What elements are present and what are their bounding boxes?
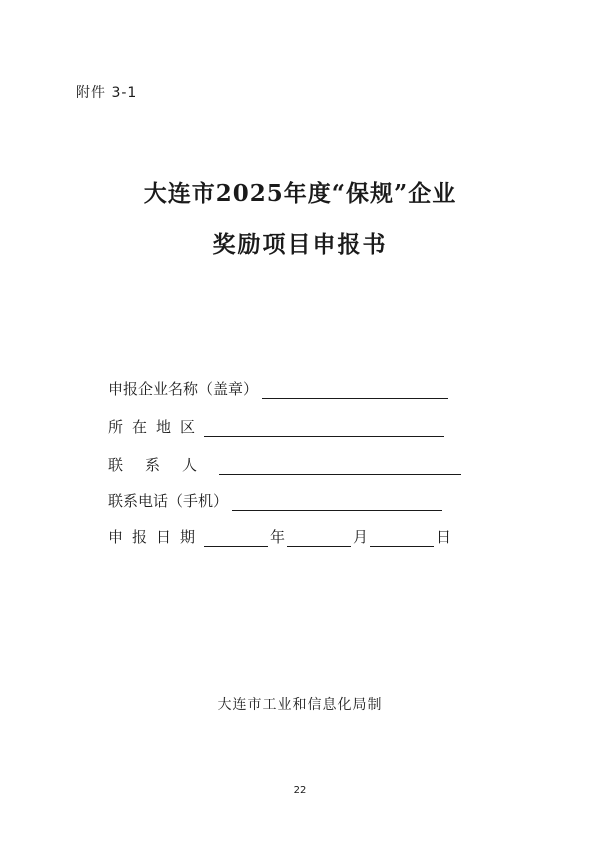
year-blank[interactable] xyxy=(204,528,268,547)
contact-person-label: 联系人 xyxy=(108,456,220,474)
month-unit: 月 xyxy=(353,528,369,546)
location-field xyxy=(108,415,444,437)
contact-phone-label: 联系电话（手机） xyxy=(108,492,229,510)
location-blank[interactable] xyxy=(204,418,444,437)
day-blank[interactable] xyxy=(370,528,434,547)
date-field xyxy=(108,525,453,547)
company-name-field xyxy=(108,377,448,399)
attachment-label: 附件 3-1 xyxy=(76,85,138,101)
contact-phone-blank[interactable] xyxy=(232,492,442,511)
document-title-line2: 奖励项目申报书 xyxy=(212,231,388,258)
contact-phone-field xyxy=(108,489,442,511)
date-label: 申报日期 xyxy=(108,528,205,546)
location-label: 所在地区 xyxy=(108,418,205,436)
issuer-text: 大连市工业和信息化局制 xyxy=(217,697,383,713)
month-blank[interactable] xyxy=(287,528,351,547)
company-name-label: 申报企业名称（盖章） xyxy=(108,380,259,398)
contact-person-blank[interactable] xyxy=(219,456,461,475)
company-name-blank[interactable] xyxy=(262,380,448,399)
year-unit: 年 xyxy=(270,528,286,546)
document-title-line1: 大连市2025年度“保规”企业 xyxy=(143,180,457,207)
page-number: 22 xyxy=(293,785,307,796)
day-unit: 日 xyxy=(436,528,452,546)
contact-person-field xyxy=(108,453,461,475)
